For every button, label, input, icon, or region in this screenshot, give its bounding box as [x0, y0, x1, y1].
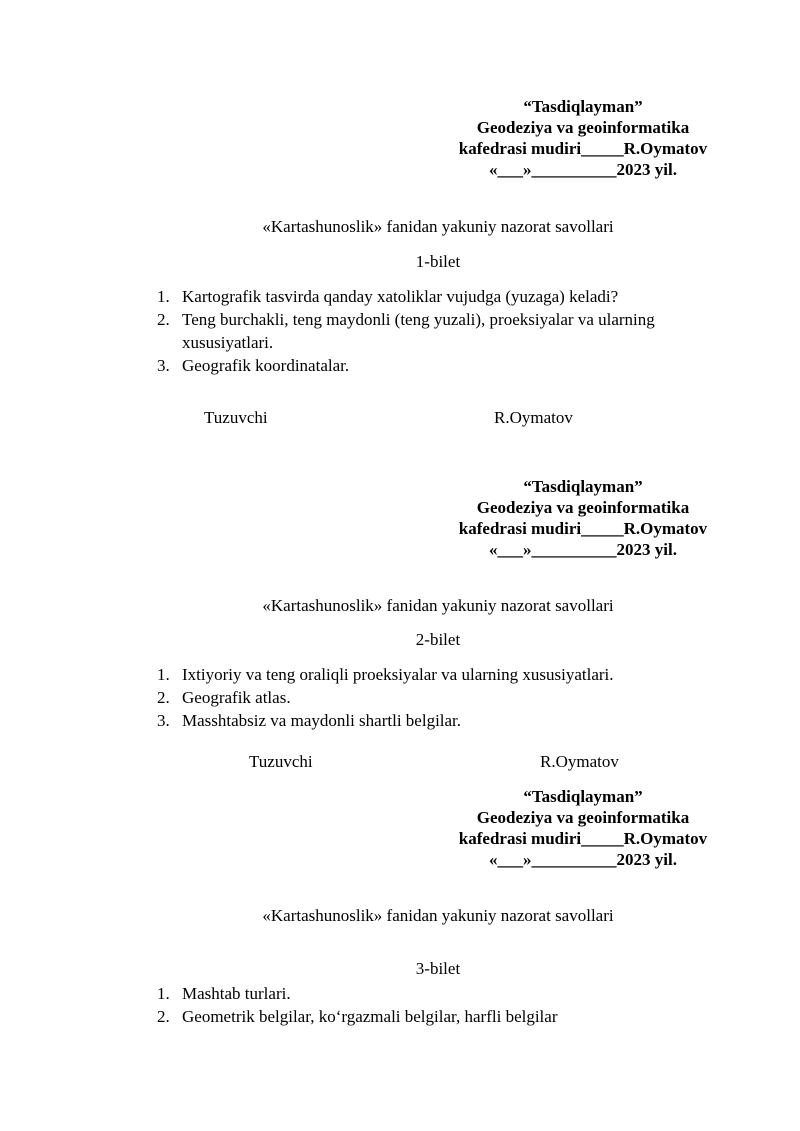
approval-line: kafedrasi mudiri_____R.Oymatov [458, 139, 708, 158]
approval-line: «___»__________2023 yil. [489, 540, 677, 559]
exam-title-1: «Kartashunoslik» fanidan yakuniy nazorat savollari [262, 217, 614, 236]
question-number: 3. [157, 711, 170, 730]
question-number: 2. [157, 688, 170, 707]
exam-title-2: «Kartashunoslik» fanidan yakuniy nazorat savollari [262, 596, 614, 615]
list-item [157, 663, 717, 686]
approval-line: Geodeziya va geoinformatika [476, 118, 690, 137]
approval-line: kafedrasi mudiri_____R.Oymatov [458, 829, 708, 848]
question-number: 1. [157, 287, 170, 306]
question-text: Masshtabsiz va maydonli shartli belgilar. [182, 711, 462, 730]
approval-line: «___»__________2023 yil. [489, 160, 677, 179]
question-number: 2. [157, 1007, 170, 1026]
ticket-number-2: 2-bilet [415, 630, 461, 649]
ticket-number-3: 3-bilet [415, 959, 461, 978]
list-item [157, 1005, 717, 1028]
question-text: Teng burchakli, teng maydonli (teng yuzali), proeksiyalar va ularning xususiyatlari. [182, 310, 655, 352]
approval-line: “Tasdiqlayman” [523, 787, 643, 806]
signature-role-1: Tuzuvchi [204, 408, 268, 427]
signature-name-1: R.Oymatov [494, 408, 573, 427]
question-text: Geografik koordinatalar. [182, 356, 350, 375]
question-text: Ixtiyoriy va teng oraliqli proeksiyalar va ularning xususiyatlari. [182, 665, 614, 684]
exam-title-3: «Kartashunoslik» fanidan yakuniy nazorat savollari [262, 906, 614, 925]
approval-line: kafedrasi mudiri_____R.Oymatov [458, 519, 708, 538]
question-text: Mashtab turlari. [182, 984, 291, 1003]
approval-line: «___»__________2023 yil. [489, 850, 677, 869]
question-number: 1. [157, 665, 170, 684]
approval-line: Geodeziya va geoinformatika [476, 808, 690, 827]
list-item [157, 308, 717, 354]
approval-block-2 [440, 476, 726, 560]
question-number: 3. [157, 356, 170, 375]
question-text: Geometrik belgilar, koʻrgazmali belgilar, harfli belgilar [182, 1007, 558, 1026]
approval-line: Geodeziya va geoinformatika [476, 498, 690, 517]
question-text: Kartografik tasvirda qanday xatoliklar vujudga (yuzaga) keladi? [182, 287, 619, 306]
question-number: 1. [157, 984, 170, 1003]
question-list-3 [157, 982, 717, 1028]
signature-name-2: R.Oymatov [540, 752, 619, 771]
approval-line: “Tasdiqlayman” [523, 97, 643, 116]
list-item [157, 709, 717, 732]
list-item [157, 354, 717, 377]
question-number: 2. [157, 310, 170, 329]
question-list-1 [157, 285, 717, 377]
ticket-number-1: 1-bilet [415, 252, 461, 271]
list-item [157, 686, 717, 709]
list-item [157, 982, 717, 1005]
approval-block-1 [440, 96, 726, 180]
question-list-2 [157, 663, 717, 732]
question-text: Geografik atlas. [182, 688, 291, 707]
approval-line: “Tasdiqlayman” [523, 477, 643, 496]
signature-role-2: Tuzuvchi [249, 752, 313, 771]
approval-block-3 [440, 786, 726, 870]
list-item [157, 285, 717, 308]
